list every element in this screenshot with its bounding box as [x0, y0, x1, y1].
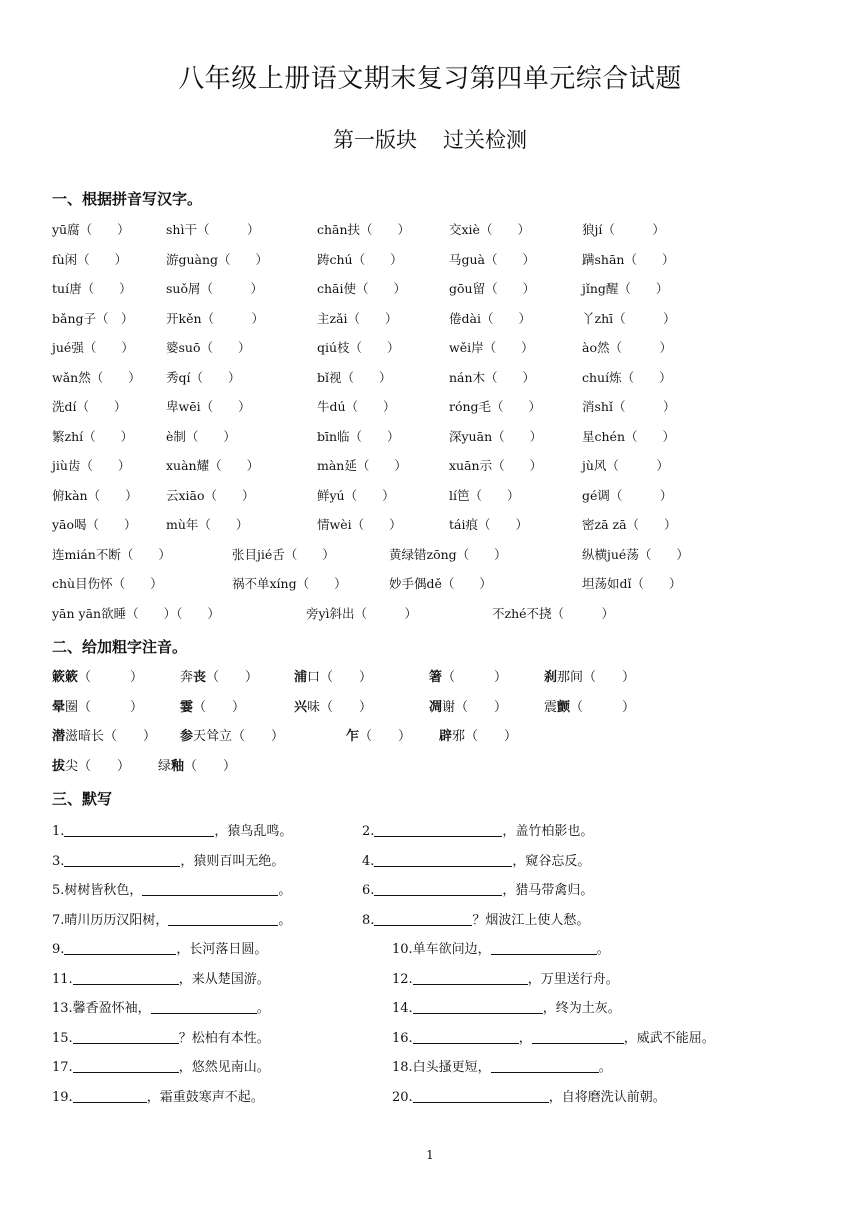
- pinyin-item: xuān示（ ）: [449, 458, 543, 473]
- pinyin-item: róng毛（ ）: [449, 399, 542, 414]
- bold-character: 凋: [429, 699, 443, 715]
- pronunciation-item: [180, 725, 284, 744]
- pinyin-item: gōu留（ ）: [449, 281, 536, 296]
- pronunciation-item: [439, 725, 517, 744]
- item-suffix: 圈（ ）: [65, 699, 144, 715]
- section3-heading: 三、默写: [52, 790, 113, 808]
- item-suffix: 。: [256, 1001, 270, 1016]
- pinyin-item: 深yuān（ ）: [449, 428, 543, 444]
- item-suffix: ，威武不能屈。: [623, 1030, 715, 1046]
- pinyin-item: 洗dí（ ）: [52, 399, 127, 414]
- pinyin-item: 蹒shān（ ）: [582, 251, 675, 267]
- item-suffix: ，终为土灰。: [542, 1001, 621, 1016]
- bold-character: 颤: [557, 699, 571, 715]
- item-suffix: ，自将磨洗认前朝。: [548, 1089, 666, 1105]
- pinyin-item: 鲜yú（ ）: [317, 487, 395, 503]
- bold-character: 参: [180, 729, 194, 744]
- item-suffix: ，来从楚国游。: [178, 971, 270, 987]
- recitation-item: [52, 850, 284, 869]
- pinyin-item: 主zǎi（ ）: [317, 310, 398, 326]
- pinyin-item: 消shǐ（ ）: [582, 399, 676, 414]
- pinyin-item: chāi使（ ）: [317, 281, 407, 296]
- bold-character: 辟: [439, 729, 453, 744]
- pinyin-item: mù年（ ）: [166, 517, 249, 532]
- answer-blank[interactable]: [374, 912, 472, 926]
- pinyin-item: màn延（ ）: [317, 458, 407, 473]
- pinyin-item: tái痕（ ）: [449, 517, 528, 532]
- recitation-item: [52, 1056, 270, 1075]
- pinyin-item: 情wèi（ ）: [317, 517, 402, 532]
- pinyin-item: shì干（ ）: [166, 222, 260, 237]
- item-prefix: 5.树树皆秋色，: [52, 883, 143, 898]
- pinyin-item: jù风（ ）: [582, 458, 669, 473]
- item-suffix: （ ）: [442, 670, 508, 685]
- item-mid: ，: [518, 1030, 532, 1046]
- pinyin-item: 俯kàn（ ）: [52, 487, 138, 503]
- item-prefix: 6.: [362, 883, 375, 898]
- item-suffix: （ ）: [193, 699, 246, 715]
- item-prefix: 3.: [52, 853, 65, 869]
- item-suffix: 尖（ ）: [65, 758, 131, 774]
- pinyin-item: qiú枝（ ）: [317, 340, 400, 355]
- item-suffix: （ ）: [78, 670, 144, 685]
- item-prefix: 15.: [52, 1030, 73, 1046]
- pinyin-item: 婆suō（ ）: [166, 340, 251, 355]
- item-suffix: ，悠然见南山。: [178, 1060, 270, 1075]
- item-suffix: （ ）: [206, 670, 259, 685]
- pinyin-item: 妙手偶dě（ ）: [389, 576, 492, 591]
- item-suffix: ，万里送行舟。: [527, 971, 619, 987]
- pinyin-item: tuí唐（ ）: [52, 281, 132, 296]
- pinyin-item: ào然（ ）: [582, 340, 672, 355]
- item-suffix: ，猿鸟乱鸣。: [214, 824, 293, 839]
- recitation-item: [52, 1027, 270, 1046]
- item-suffix: ？烟波江上使人愁。: [472, 912, 590, 928]
- pinyin-item: bīn临（ ）: [317, 428, 400, 444]
- pronunciation-item: [180, 666, 258, 685]
- answer-blank[interactable]: [73, 1030, 179, 1044]
- pinyin-item: 云xiāo（ ）: [166, 487, 255, 503]
- pronunciation-item: [52, 725, 156, 744]
- pinyin-item: chuí炼（ ）: [582, 369, 672, 385]
- answer-blank[interactable]: [413, 1089, 549, 1103]
- pinyin-item: lí笆（ ）: [449, 487, 520, 503]
- item-suffix: ？松柏有本性。: [178, 1030, 270, 1046]
- pronunciation-item: [544, 666, 635, 685]
- recitation-item: [52, 968, 270, 987]
- recitation-item: [392, 1086, 666, 1105]
- pinyin-item: 丫zhī（ ）: [582, 310, 676, 326]
- recitation-item: [52, 938, 267, 957]
- recitation-item: [52, 909, 291, 928]
- item-prefix: 16.: [392, 1030, 413, 1046]
- item-prefix: 10.单车欲问边，: [392, 942, 491, 957]
- bold-character: 霎: [180, 699, 194, 715]
- recitation-item: [52, 1086, 264, 1105]
- bold-character: 浦: [294, 670, 308, 685]
- item-suffix: （ ）: [570, 699, 636, 715]
- recitation-item: [392, 997, 621, 1016]
- pinyin-item: 祸不单xíng（ ）: [232, 576, 347, 591]
- answer-blank[interactable]: [374, 882, 502, 896]
- bold-character: 釉: [171, 758, 185, 774]
- item-suffix: 。: [596, 942, 610, 957]
- recitation-item: [52, 820, 292, 839]
- item-suffix: ，猿则百叫无绝。: [180, 853, 285, 869]
- item-prefix: 12.: [392, 971, 413, 987]
- pinyin-item: 秀qí（ ）: [166, 369, 241, 385]
- item-suffix: 。: [278, 912, 292, 928]
- item-prefix: 8.: [362, 912, 375, 928]
- section2-heading: 二、给加粗字注音。: [52, 638, 188, 656]
- answer-blank[interactable]: [64, 853, 180, 867]
- pinyin-item: wǎn然（ ）: [52, 369, 141, 385]
- item-suffix: 味（ ）: [307, 699, 373, 715]
- answer-blank[interactable]: [142, 882, 278, 896]
- recitation-item: [52, 997, 270, 1016]
- recitation-item: [362, 820, 593, 839]
- recitation-item: [362, 909, 589, 928]
- pinyin-item: nán木（ ）: [449, 369, 536, 385]
- subtitle-part-1: 第一版块: [333, 128, 417, 152]
- item-prefix: 13.馨香盈怀袖，: [52, 1001, 151, 1016]
- item-suffix: ，窥谷忘反。: [512, 853, 591, 869]
- bold-character: 乍: [346, 729, 360, 744]
- pinyin-item: 不zhé不挠（ ）: [492, 605, 615, 621]
- bold-character: 丧: [193, 670, 207, 685]
- recitation-item: [52, 879, 291, 898]
- item-suffix: 。: [278, 883, 292, 898]
- pronunciation-item: [52, 755, 130, 774]
- item-suffix: 那间（ ）: [557, 670, 636, 685]
- answer-blank[interactable]: [151, 1000, 257, 1014]
- page-number: 1: [426, 1148, 434, 1162]
- pinyin-item: bǐ视（ ）: [317, 369, 392, 385]
- item-suffix: 口（ ）: [307, 670, 373, 685]
- item-suffix: ，霜重鼓寒声不起。: [146, 1089, 264, 1105]
- bold-character: 箸: [429, 670, 443, 685]
- item-suffix: （ ）: [184, 758, 237, 774]
- pinyin-item: 张目jié舌（ ）: [232, 546, 335, 562]
- pinyin-item: 马guà（ ）: [449, 251, 536, 267]
- pinyin-item: 星chén（ ）: [582, 428, 675, 444]
- item-prefix: 14.: [392, 1001, 413, 1016]
- answer-blank[interactable]: [64, 941, 176, 955]
- item-suffix: 。: [598, 1060, 612, 1075]
- item-prefix: 19.: [52, 1089, 73, 1105]
- item-suffix: 滋暗长（ ）: [65, 729, 157, 744]
- pinyin-item: bǎng子（ ）: [52, 310, 134, 326]
- pinyin-item: 游guàng（ ）: [166, 251, 269, 267]
- pinyin-item: xuàn耀（ ）: [166, 458, 260, 473]
- item-prefix: 11.: [52, 971, 73, 987]
- bold-character: 拔: [52, 758, 66, 774]
- pinyin-item: yāo喝（ ）: [52, 517, 137, 532]
- pronunciation-item: [294, 696, 372, 715]
- answer-blank[interactable]: [532, 1030, 624, 1044]
- item-suffix: （ ）: [359, 729, 412, 744]
- pinyin-item: 卑wēi（ ）: [166, 399, 251, 414]
- item-suffix: 邪（ ）: [452, 729, 518, 744]
- pinyin-item: è制（ ）: [166, 428, 236, 444]
- pinyin-item: jǐng醒（ ）: [582, 281, 669, 296]
- item-suffix: 天耸立（ ）: [193, 729, 285, 744]
- pronunciation-item: [158, 755, 236, 774]
- bold-character: 簌簌: [52, 670, 79, 685]
- recitation-item: [392, 938, 610, 957]
- answer-blank[interactable]: [413, 1000, 543, 1014]
- pinyin-item: suǒ屑（ ）: [166, 281, 263, 296]
- item-prefix: 20.: [392, 1089, 413, 1105]
- pronunciation-item: [294, 666, 372, 685]
- answer-blank[interactable]: [413, 1030, 519, 1044]
- pinyin-item: 交xiè（ ）: [449, 222, 530, 237]
- pronunciation-item: [52, 696, 143, 715]
- answer-blank[interactable]: [413, 971, 528, 985]
- answer-blank[interactable]: [64, 823, 214, 837]
- pinyin-item: yān yān欲睡（ ）（ ）: [52, 605, 220, 621]
- answer-blank[interactable]: [73, 1089, 147, 1103]
- item-prefix: 4.: [362, 853, 375, 869]
- item-prefix: 17.: [52, 1060, 73, 1075]
- answer-blank[interactable]: [73, 971, 179, 985]
- recitation-item: [362, 879, 593, 898]
- item-prefix: 9.: [52, 942, 65, 957]
- page-title: 八年级上册语文期末复习第四单元综合试题: [178, 64, 682, 94]
- pronunciation-item: [544, 696, 635, 715]
- recitation-item: [392, 968, 619, 987]
- answer-blank[interactable]: [374, 823, 502, 837]
- answer-blank[interactable]: [491, 941, 597, 955]
- pinyin-item: 倦dài（ ）: [449, 310, 531, 326]
- pinyin-item: 开kěn（ ）: [166, 310, 265, 326]
- page-subtitle: [0, 124, 860, 154]
- pinyin-item: 狼jí（ ）: [582, 222, 665, 237]
- pinyin-item: 连mián不断（ ）: [52, 546, 171, 562]
- pinyin-item: gé调（ ）: [582, 487, 673, 503]
- item-suffix: ，猎马带禽归。: [502, 883, 594, 898]
- pronunciation-item: [429, 666, 507, 685]
- section1-heading: 一、根据拼音写汉字。: [52, 190, 203, 208]
- recitation-item: [392, 1056, 612, 1075]
- pinyin-item: 纵横jué荡（ ）: [582, 546, 689, 562]
- item-prefix: 绿: [158, 758, 172, 774]
- pinyin-item: 坦荡如dǐ（ ）: [582, 576, 682, 591]
- pronunciation-item: [346, 725, 411, 744]
- pinyin-item: 密zā zā（ ）: [582, 517, 677, 532]
- answer-blank[interactable]: [491, 1059, 599, 1073]
- pronunciation-item: [52, 666, 143, 685]
- pronunciation-item: [180, 696, 245, 715]
- item-prefix: 1.: [52, 824, 65, 839]
- item-suffix: ，盖竹柏影也。: [502, 824, 594, 839]
- item-prefix: 震: [544, 699, 558, 715]
- pinyin-item: jiù齿（ ）: [52, 458, 131, 473]
- item-suffix: ，长河落日圆。: [176, 942, 268, 957]
- pinyin-item: 黄绿错zōng（ ）: [389, 546, 507, 562]
- item-prefix: 7.晴川历历汉阳树，: [52, 912, 169, 928]
- pinyin-item: wěi岸（ ）: [449, 340, 534, 355]
- pronunciation-item: [429, 696, 507, 715]
- bold-character: 刹: [544, 670, 558, 685]
- pinyin-item: yū腐（ ）: [52, 222, 130, 237]
- subtitle-part-2: 过关检测: [443, 128, 527, 152]
- item-prefix: 2.: [362, 824, 375, 839]
- pinyin-item: 牛dú（ ）: [317, 399, 396, 414]
- pinyin-item: 踌chú（ ）: [317, 251, 403, 267]
- pinyin-item: 繁zhí（ ）: [52, 428, 134, 444]
- item-prefix: 18.白头搔更短，: [392, 1060, 491, 1075]
- bold-character: 兴: [294, 699, 308, 715]
- bold-character: 晕: [52, 699, 66, 715]
- answer-blank[interactable]: [374, 853, 512, 867]
- pinyin-item: chān扶（ ）: [317, 222, 411, 237]
- recitation-item: [362, 850, 590, 869]
- bold-character: 潜: [52, 729, 66, 744]
- pinyin-item: fù闲（ ）: [52, 251, 128, 267]
- recitation-item: [392, 1027, 715, 1046]
- item-prefix: 奔: [180, 670, 194, 685]
- answer-blank[interactable]: [73, 1059, 179, 1073]
- answer-blank[interactable]: [168, 912, 278, 926]
- pinyin-item: chù目伤怀（ ）: [52, 576, 163, 591]
- pinyin-item: 旁yì斜出（ ）: [306, 605, 418, 621]
- item-suffix: 谢（ ）: [442, 699, 508, 715]
- pinyin-item: jué强（ ）: [52, 340, 134, 355]
